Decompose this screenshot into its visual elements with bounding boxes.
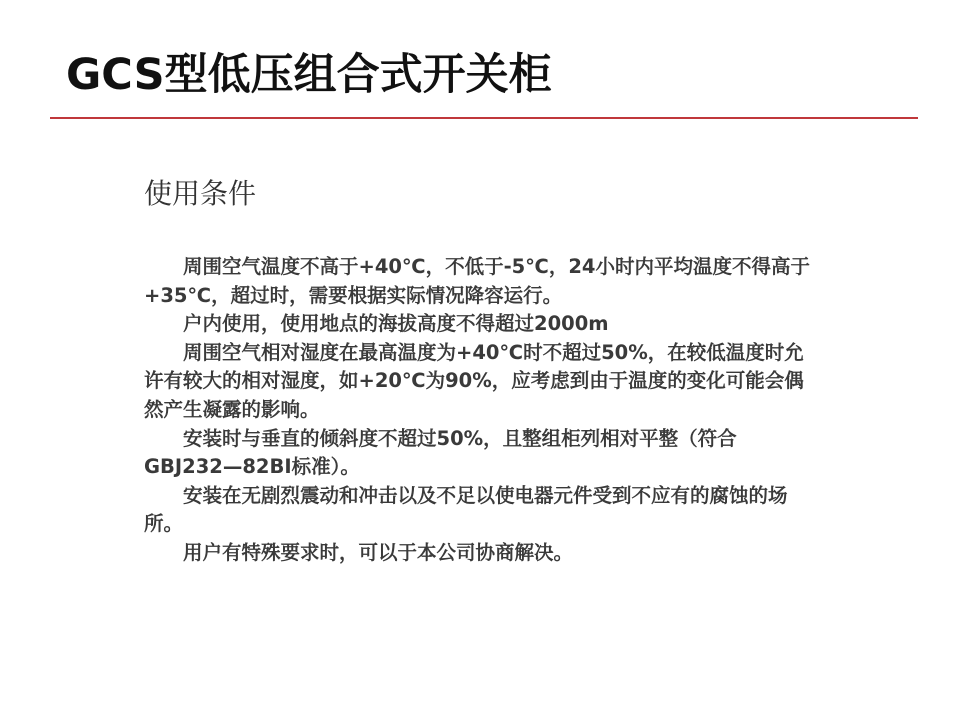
title-divider (50, 117, 918, 119)
paragraph-special-requirements: 用户有特殊要求时，可以于本公司协商解决。 (183, 540, 574, 564)
paragraph-altitude: 户内使用，使用地点的海拔高度不得超过2000m (183, 312, 609, 336)
slide-title: GCS型低压组合式开关柜 (66, 50, 552, 100)
paragraph-installation-tilt: 安装时与垂直的倾斜度不超过50%，且整组柜列相对平整（符合GBJ232—82BI标准）。 (144, 426, 737, 479)
conditions-text (144, 253, 814, 568)
paragraph-humidity: 周围空气相对湿度在最高温度为+40℃时不超过50%，在较低温度时允许有较大的相对湿度，如+20℃为90%，应考虑到由于温度的变化可能会偶然产生凝露的影响。 (144, 340, 804, 421)
section-heading: 使用条件 (144, 177, 257, 210)
paragraph-installation-site: 安装在无剧烈震动和冲击以及不足以使电器元件受到不应有的腐蚀的场所。 (144, 483, 788, 536)
paragraph-temperature: 周围空气温度不高于+40℃，不低于-5℃，24小时内平均温度不得高于+35℃，超过时，需要根据实际情况降容运行。 (144, 255, 810, 307)
